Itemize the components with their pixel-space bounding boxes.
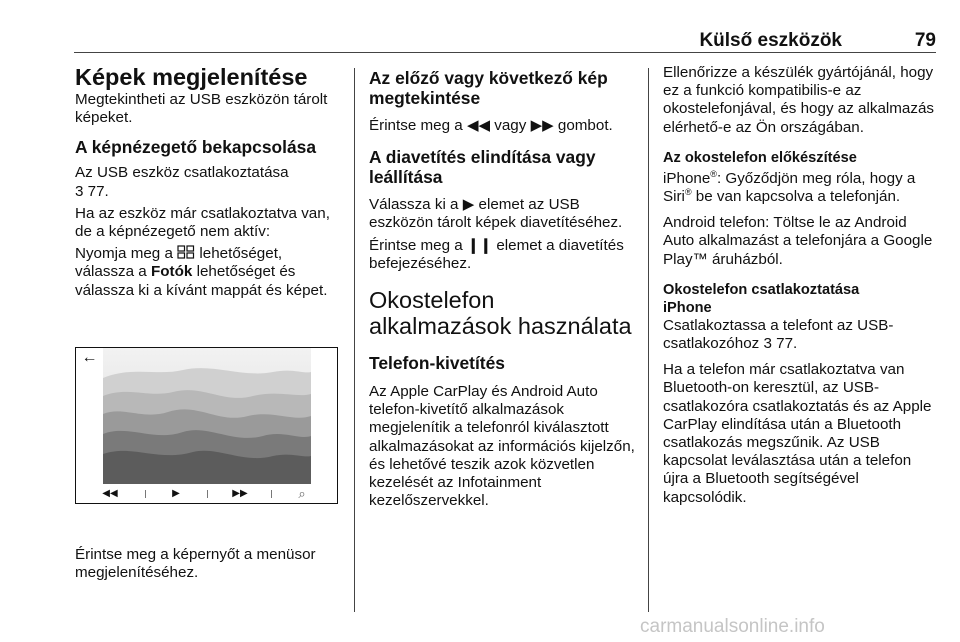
header-rule — [74, 52, 936, 53]
heading-prepare-phone: Az okostelefon előkészítése — [663, 149, 857, 166]
rewind-icon: ◀◀ — [102, 488, 118, 499]
page-number: 79 — [914, 30, 936, 51]
control-separator — [207, 490, 208, 498]
page-reference: 3 77. — [75, 182, 109, 200]
heading-slideshow: A diavetítés elindítása vagy leállítása — [369, 147, 596, 188]
column-2 — [369, 64, 637, 518]
mountain-landscape-photo — [103, 348, 311, 484]
column-1 — [75, 64, 347, 308]
control-separator — [145, 490, 146, 498]
back-arrow-icon: ← — [81, 349, 98, 366]
page-reference: 3 77. — [763, 335, 798, 353]
control-separator — [271, 490, 272, 498]
paragraph-projection-info: Az Apple CarPlay és Android Auto telefon-kivetítő alkalmazások megjelenítik a telefonról kiválasztott alkalmazásokat az információs kijelzőn, és lehetővé teszik azok közvetlen kezelését az Infotainment kezelőszervekkel. — [369, 383, 635, 510]
heading-connect-phone: Okostelefon csatlakoztatása — [663, 281, 860, 298]
paragraph-already-connected: Ha az eszköz már csatlakoztatva van, de a képnézegető nem aktív: — [75, 204, 330, 241]
next-icon: ▶▶ — [530, 117, 554, 134]
watermark: carmanualsonline.info — [640, 616, 825, 637]
paragraph-compatibility: Ellenőrizze a készülék gyártójánál, hogy ez a funkció kompatibilis-e az okostelefonjával, és hogy az alkalmazás elérhető-e az Ön országában. — [663, 64, 934, 136]
paragraph-bluetooth-info: Ha a telefon már csatlakoztatva van Bluetooth-on keresztül, az USB-csatlakozóra csatlakoztatás és az Apple CarPlay elindítása után a Bluetooth csatlakozás megszűnik. Az USB kapcsolat leválasztása után a telefon újra a Bluetooth segítségével kapcsolódik. — [663, 361, 932, 506]
pause-icon: ❙❙ — [466, 236, 493, 254]
photos-label: Fotók — [151, 263, 193, 281]
play-icon: ▶ — [462, 196, 475, 214]
paragraph-usb-connect: Az USB eszköz csatlakoztatása 3 77. — [75, 164, 289, 200]
heading-iphone: iPhone — [663, 299, 712, 316]
photo-viewer-screen-illustration — [75, 347, 338, 504]
paragraph-connect-usb: Csatlakoztassa a telefont az USB-csatlakozóhoz 3 77. — [663, 316, 894, 353]
heading-phone-projection: Telefon-kivetítés — [369, 353, 505, 374]
paragraph-start-slideshow: Válassza ki a ▶ elemet az USB eszközön tárolt képek diavetítéséhez. — [369, 196, 623, 232]
paragraph-android-prep: Android telefon: Töltse le az Android Auto alkalmazást a telefonjára a Google Play™ áruházból. — [663, 214, 933, 268]
paragraph-iphone-prep: iPhone®: Győződjön meg róla, hogy a Siri® be van kapcsolva a telefonján. — [663, 168, 916, 206]
play-icon: ▶ — [172, 488, 180, 499]
heading-prev-next: Az előző vagy következő kép megtekintése — [369, 68, 608, 108]
media-control-bar — [76, 484, 337, 503]
section-title-smartphone-apps: Okostelefon alkalmazások használata — [369, 287, 632, 340]
section-title-images: Képek megjelenítése — [75, 64, 308, 90]
column-divider-2 — [648, 68, 649, 612]
column-3 — [663, 64, 939, 515]
paragraph-intro: Megtekintheti az USB eszközön tárolt képeket. — [75, 91, 328, 127]
heading-viewer-on: A képnézegető bekapcsolása — [75, 137, 316, 158]
zoom-icon: ⌕ — [298, 486, 306, 501]
previous-icon: ◀◀ — [466, 117, 491, 134]
column-divider-1 — [354, 68, 355, 612]
running-header-title: Külső eszközök — [699, 30, 842, 51]
paragraph-prev-next: Érintse meg a ◀◀ vagy ▶▶ gombot. — [369, 117, 613, 134]
fast-forward-icon: ▶▶ — [232, 488, 248, 499]
home-grid-icon — [177, 245, 195, 259]
paragraph-press-button: Nyomja meg a lehetőséget, válassza a Fotók lehetőséget és válassza ki a kívánt mappát és képet. — [75, 245, 328, 299]
paragraph-stop-slideshow: Érintse meg a ❙❙ elemet a diavetítés befejezéséhez. — [369, 236, 624, 272]
paragraph-touch-screen: Érintse meg a képernyőt a menüsor megjelenítéséhez. — [75, 546, 316, 582]
